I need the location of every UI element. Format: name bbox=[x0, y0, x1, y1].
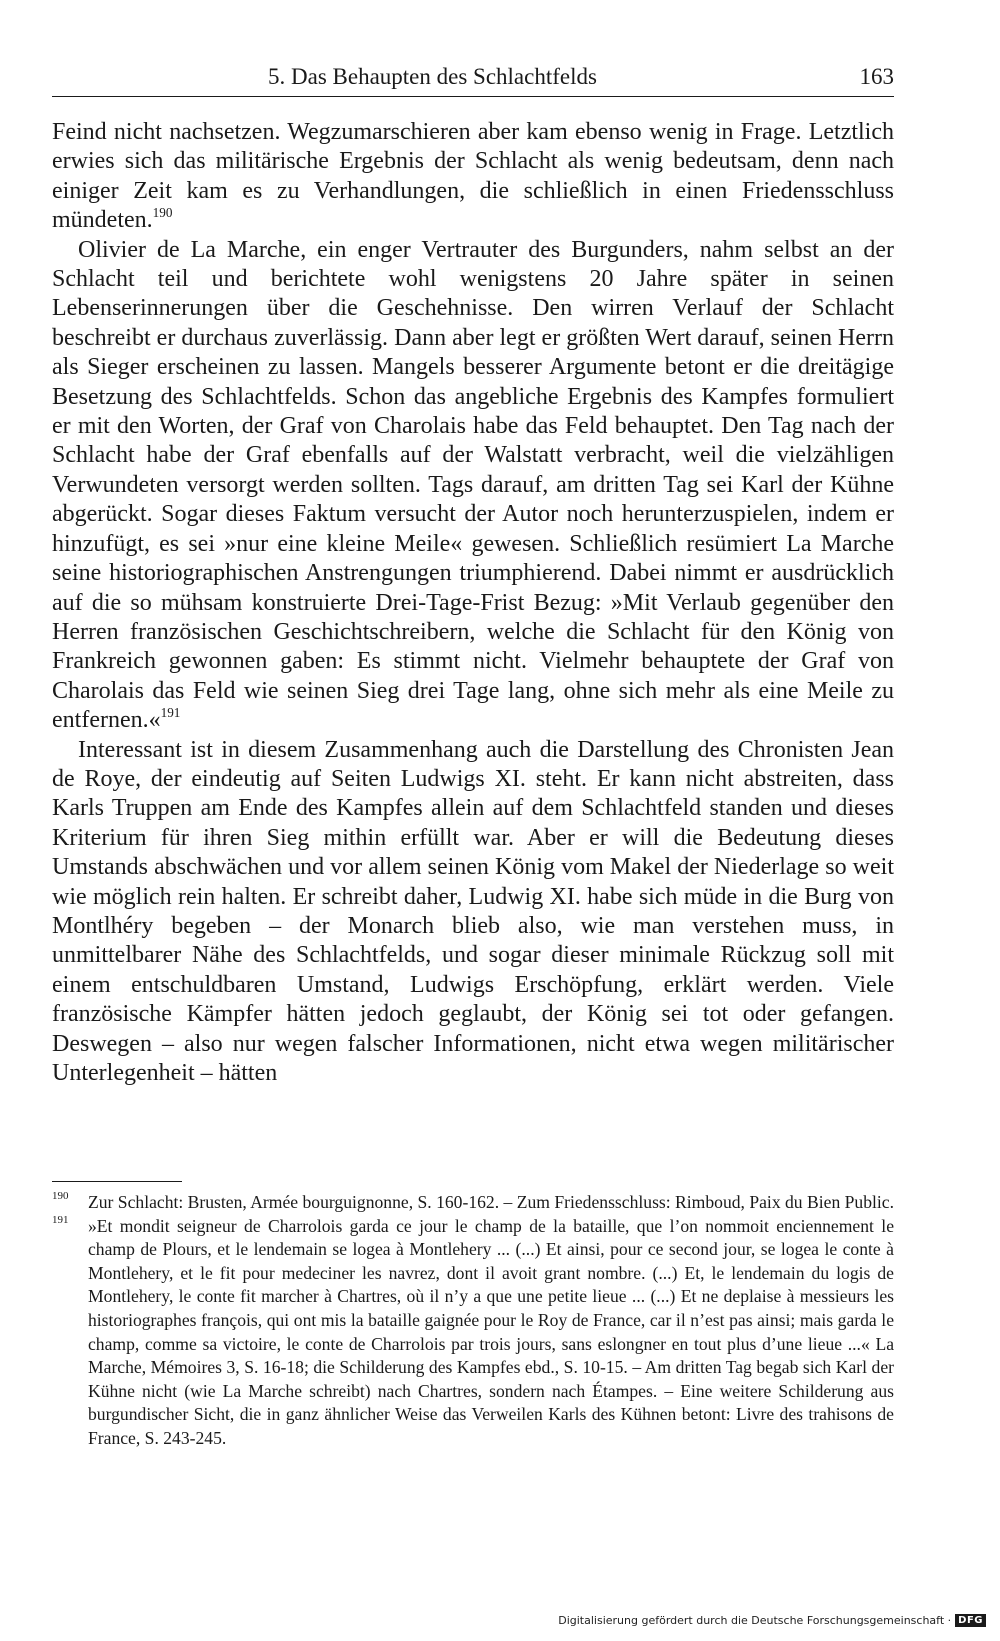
paragraph-text: Feind nicht nachsetzen. Wegzumarschieren aber kam ebenso wenig in Frage. Letztlich erwies sich das militärische Ergebnis der Schlacht als wenig bedeutsam, denn nach einiger Zeit kam es zu Verhandlungen, die schließlich in einen Friedensschluss mündeten. bbox=[52, 119, 894, 234]
footnote bbox=[52, 1215, 894, 1451]
footnote-reference[interactable]: 190 bbox=[152, 205, 173, 221]
page-number: 163 bbox=[859, 64, 894, 89]
paragraph-text: Interessant ist in diesem Zusammenhang auch die Darstellung des Chronisten Jean de Roye, der eindeutig auf Seiten Ludwigs XI. steht. Er kann nicht abstreiten, dass Karls Truppen am Ende des Kampfes allein auf dem Schlachtfeld standen und dieses Kriterium für ihren Sieg mithin erfüllt war. Aber er will die Bedeutung dieses Umstands abschwächen und vor allem seinen König vom Makel der Niederlage so weit wie möglich rein halten. Er schreibt daher, Ludwig XI. habe sich müde in die Burg von Montlhéry begeben – der Monarch blieb also, wie man verstehen muss, in unmittelbarer Nähe des Schlachtfelds, und sogar dieser minimale Rückzug soll mit einem entschuldbaren Umstand, Ludwigs Erschöpfung, erklärt werden. Viele französische Kämpfer hätten jedoch geglaubt, der König sei tot oder gefangen. Deswegen – also nur wegen falscher Informationen, nicht etwa wegen militärischer Unterlegenheit – hätten bbox=[52, 736, 894, 1086]
footnote-reference[interactable]: 191 bbox=[160, 705, 181, 721]
footnote-text: »Et mondit seigneur de Charrolois garda ce jour le champ de la bataille, que l’on nommoit enciennement le champ de Plours, et le lendemain se logea à Montlehery ... (...) Et ainsi, pour ce second jour, se logea le conte à Montlehery, et le fit pour medeciner les navrez, dont il avoit grant nombre. (...) Et, le lendemain du logis de Montlehery, le conte fit marcher à Chartres, où il n’y a que une petite lieue ... (...) Et ne deplaise à messieurs les historiographes françois, qui ont mis la bataille gaignée pour le Roy de France, car il n’est pas ainsi; mais garda le champ, comme sa victoire, le conte de Charrolois par trois jours, sans eslongner en tout plus d’une lieue ...« La Marche, Mémoires 3, S. 16-18; die Schilderung des Kampfes ebd., S. 10-15. – Am dritten Tag begab sich Karl der Kühne nicht (wie La Marche schreibt) nach Chartres, sondern nach Étampes. – Eine weitere Schilderung aus burgundischer Sicht, die in ganz ähnlicher Weise das Verweilen Karls des Kühnen betont: Livre des trahisons de France, S. 243-245. bbox=[88, 1215, 894, 1448]
running-title: 5. Das Behaupten des Schlachtfelds bbox=[268, 64, 597, 89]
footnotes bbox=[52, 1191, 894, 1451]
paragraph-text: Olivier de La Marche, ein enger Vertrauter des Burgunders, nahm selbst an der Schlacht teil und berichtete wohl wenigstens 20 Jahre später in seinen Lebenserinnerungen über die Geschehnisse. Den wirren Verlauf der Schlacht beschreibt er durchaus zuverlässig. Dann aber legt er größten Wert darauf, seinen Herrn als Sieger erscheinen zu lassen. Mangels besserer Argumente betont er die dreitägige Besetzung des Schlachtfelds. Schon das angebliche Ergebnis des Kampfes formuliert er mit den Worten, der Graf von Charolais habe das Feld behauptet. Den Tag nach der Schlacht habe der Graf ebenfalls auf der Walstatt verbracht, weil die vielzähligen Verwundeten versorgt werden sollten. Tags darauf, am dritten Tag sei Karl der Kühne abgerückt. Sogar dieses Faktum versucht der Autor noch herunterzuspielen, indem er hinzufügt, es sei »nur eine kleine Meile« gewesen. Schließlich resümiert La Marche seine historiographischen Anstrengungen triumphierend. Dabei nimmt er ausdrücklich auf die so mühsam konstruierte Drei-Tage-Frist Bezug: »Mit Verlaub gegenüber den Herren französischen Geschichtschreibern, welche die Schlacht für den König von Frankreich gewonnen gaben: Es stimmt nicht. Vielmehr behauptete der Graf von Charolais das Feld wie seinen Sieg drei Tage lang, ohne sich mehr als eine Meile zu entfernen.« bbox=[52, 236, 894, 734]
paragraph bbox=[52, 118, 894, 236]
footnote-text: Zur Schlacht: Brusten, Armée bourguignonne, S. 160-162. – Zum Friedensschluss: Rimboud, Paix du Bien Public. bbox=[88, 1192, 894, 1212]
body-text bbox=[52, 118, 894, 1088]
digitization-note-text: Digitalisierung gefördert durch die Deutsche Forschungsgemeinschaft · bbox=[558, 1614, 952, 1627]
footnote bbox=[52, 1191, 894, 1215]
dfg-logo-icon: DFG bbox=[955, 1614, 986, 1627]
footnote-marker: 191 bbox=[52, 1213, 69, 1226]
paragraph bbox=[52, 736, 894, 1089]
paragraph bbox=[52, 236, 894, 736]
digitization-note bbox=[558, 1614, 986, 1627]
footnote-divider bbox=[52, 1181, 182, 1182]
running-head bbox=[52, 62, 894, 97]
footnote-marker: 190 bbox=[52, 1190, 69, 1202]
